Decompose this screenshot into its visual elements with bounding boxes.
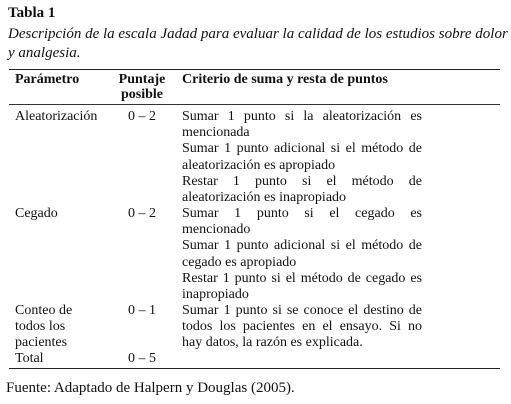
table-source-note: Fuente: Adaptado de Halpern y Douglas (2005). <box>6 380 295 396</box>
row-parameter: Aleatorización <box>15 109 98 124</box>
criteria-line: aleatorización es apropiado <box>182 157 336 173</box>
criteria-line: Sumar 1 punto si la aleatorización es <box>182 109 422 124</box>
criteria-line: Restar 1 punto si el método de cegado es <box>182 270 422 286</box>
table-bottom-rule <box>9 368 500 369</box>
row-parameter <box>15 303 125 352</box>
header-score-line-1: Puntaje <box>118 72 166 87</box>
criteria-line: mencionado <box>182 222 251 238</box>
criteria-line: Sumar 1 punto adicional si el método de <box>182 238 422 254</box>
header-parameter: Parámetro <box>15 72 80 87</box>
row-criteria <box>182 206 422 303</box>
criteria-line: Restar 1 punto si el método de <box>182 173 422 189</box>
table-title: Tabla 1 <box>8 5 56 21</box>
row-score: 0 – 1 <box>128 303 156 318</box>
header-criteria: Criterio de suma y resta de puntos <box>182 72 388 87</box>
table-caption: Descripción de la escala Jadad para evaluar la calidad de los estudios sobre dolor y analgesia. <box>8 26 508 61</box>
row-parameter-line: Conteo de <box>15 303 73 318</box>
table-header-row <box>9 70 500 104</box>
criteria-line: mencionada <box>182 125 250 141</box>
row-parameter: Total <box>15 351 44 366</box>
row-parameter-line: pacientes <box>15 335 68 351</box>
table-header-rule <box>9 104 500 105</box>
table-row <box>9 109 500 206</box>
table-row <box>9 303 500 351</box>
criteria-line: Sumar 1 punto adicional si el método de <box>182 141 422 157</box>
row-score: 0 – 2 <box>128 109 156 124</box>
criteria-line: Sumar 1 punto si se conoce el destino de <box>182 303 422 318</box>
criteria-line: aleatorización es inapropiado <box>182 190 347 206</box>
row-score: 0 – 2 <box>128 206 156 221</box>
row-criteria <box>182 109 422 206</box>
row-criteria <box>182 303 422 352</box>
row-parameter: Cegado <box>15 206 58 221</box>
header-score <box>114 72 170 102</box>
criteria-line: cegado es apropiado <box>182 254 297 270</box>
row-parameter-line: todos los <box>15 319 66 335</box>
table-row-total <box>9 351 500 368</box>
criteria-line: hay datos, la razón es explicada. <box>182 335 363 351</box>
jadad-scale-table <box>9 69 500 369</box>
criteria-line: todos los pacientes en el ensayo. Si no <box>182 319 422 335</box>
criteria-line: Sumar 1 punto si el cegado es <box>182 206 422 221</box>
table-row <box>9 206 500 303</box>
header-score-line-2: posible <box>120 87 163 102</box>
criteria-line: inapropiado <box>182 287 249 303</box>
row-score: 0 – 5 <box>128 351 156 366</box>
